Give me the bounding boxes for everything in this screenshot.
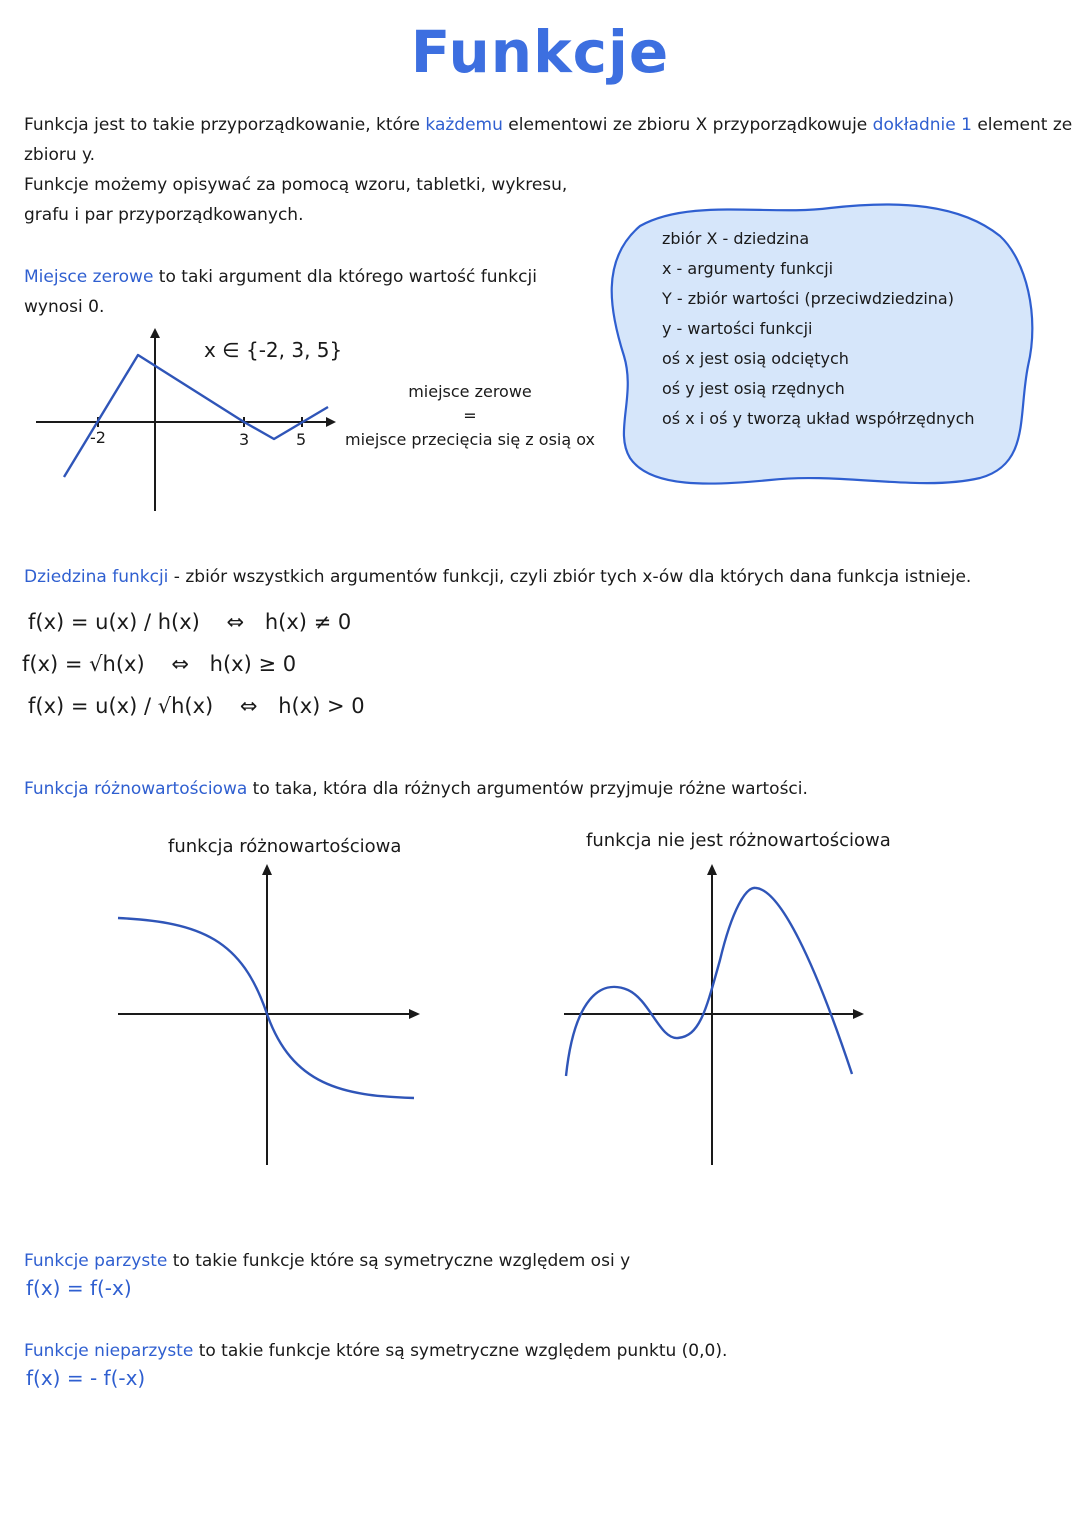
even-formula: f(x) = f(-x) [26,1276,132,1300]
zero-def-text-2: wynosi 0. [24,297,105,317]
domain-row [28,610,351,634]
domain-rhs: h(x) > 0 [278,694,365,718]
tick-label: 3 [239,430,250,449]
intro-text: element ze [971,115,1073,135]
injective-term: Funkcja różnowartościowa [24,779,248,799]
term-line: oś x i oś y tworzą układ współrzędnych [662,409,975,428]
term-line: oś x jest osią odciętych [662,349,849,368]
zero-def-text: to taki argument dla którego wartość funkcji [153,267,537,287]
term-line: oś y jest osią rzędnych [662,379,845,398]
graph-label-left: funkcja różnowartościowa [168,836,402,857]
injective-def: to taka, która dla różnych argumentów przyjmuje różne wartości. [247,779,808,799]
intro-text: elementowi ze zbioru X przyporządkowuje [502,115,873,135]
domain-rhs: h(x) ≥ 0 [209,652,297,676]
zero-term: Miejsce zerowe [24,267,154,287]
terms-list [662,224,975,434]
even-definition [24,1246,1064,1276]
eq-top: miejsce zerowe [408,382,532,401]
intro-line-3: Funkcje możemy opisywać za pomocą wzoru, tabletki, wykresu, [24,175,568,195]
page-title: Funkcje [410,18,670,86]
term-line: zbiór X - dziedzina [662,229,810,248]
domain-def: - zbiór wszystkich argumentów funkcji, czyli zbiór tych x-ów dla których dana funkcja istnieje. [168,567,972,587]
intro-text: Funkcja jest to takie przyporządkowanie, które [24,115,426,135]
graph-label-right: funkcja nie jest różnowartościowa [586,830,891,851]
even-def: to takie funkcje które są symetryczne względem osi y [167,1251,631,1271]
injective-graph [112,860,432,1170]
domain-lhs: f(x) = √h(x) [22,652,145,676]
equivalence-icon: ⇔ [171,652,189,676]
domain-row [28,694,365,718]
term-line: x - argumenty funkcji [662,259,834,278]
domain-rhs: h(x) ≠ 0 [264,610,352,634]
equivalence-icon: ⇔ [239,694,258,718]
term-line: y - wartości funkcji [662,319,813,338]
zero-set: x ∈ {-2, 3, 5} [204,338,343,362]
highlight-dokladnie: dokładnie 1 [872,115,972,135]
even-term: Funkcje parzyste [24,1251,168,1271]
equivalence-icon: ⇔ [226,610,245,634]
tick-label: -2 [90,428,106,447]
odd-term: Funkcje nieparzyste [24,1341,194,1361]
injective-definition [24,774,1064,804]
domain-lhs: f(x) = u(x) / √h(x) [28,694,214,718]
domain-term: Dziedzina funkcji [24,567,169,587]
eq-bottom: miejsce przecięcia się z osią ox [345,430,595,449]
intro-line-2: zbioru y. [24,145,96,165]
intro-line-1 [24,110,1073,140]
eq-sign: = [463,406,477,425]
intro-line-4: grafu i par przyporządkowanych. [24,205,304,225]
term-line: Y - zbiór wartości (przeciwdziedzina) [662,289,954,308]
tick-label: 5 [296,430,307,449]
domain-row [22,652,296,676]
domain-definition [24,562,1064,592]
odd-def: to takie funkcje które są symetryczne względem punktu (0,0). [193,1341,728,1361]
highlight-kazdemu: każdemu [425,115,503,135]
zero-equivalence [340,380,600,452]
domain-lhs: f(x) = u(x) / h(x) [28,610,200,634]
non-injective-graph [560,860,880,1170]
odd-definition [24,1336,1064,1366]
zero-definition [24,262,584,322]
odd-formula: f(x) = - f(-x) [26,1366,146,1390]
